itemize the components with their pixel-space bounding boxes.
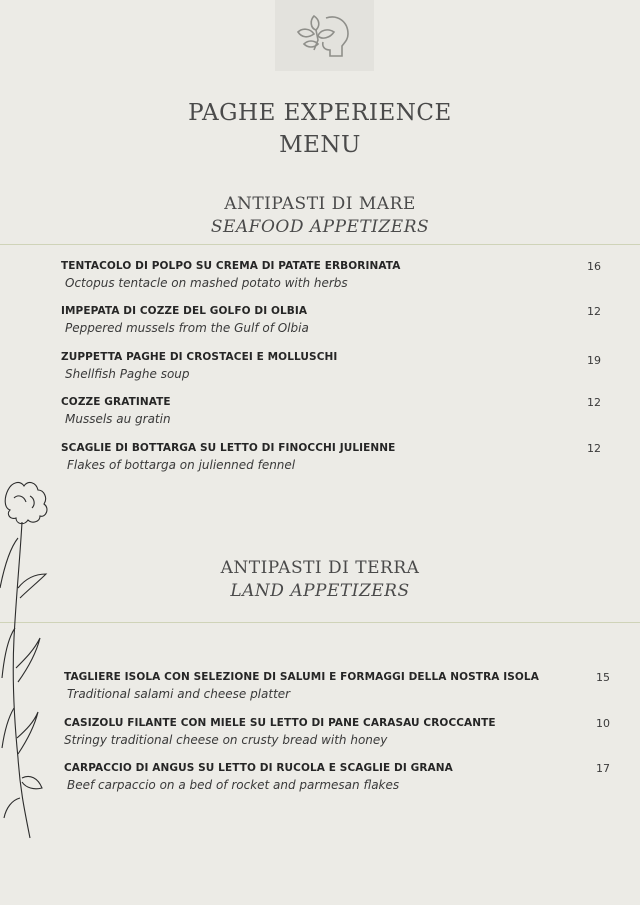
menu-item-price: 10 bbox=[596, 717, 610, 730]
menu-item-name: CASIZOLU FILANTE CON MIELE SU LETTO DI PANE CARASAU CROCCANTE bbox=[64, 717, 496, 729]
menu-item-description: Traditional salami and cheese platter bbox=[67, 687, 291, 701]
menu-item bbox=[64, 671, 539, 701]
section-title-land-it: ANTIPASTI DI TERRA bbox=[220, 558, 420, 578]
menu-item-price: 12 bbox=[587, 396, 601, 409]
menu-item-price: 19 bbox=[587, 354, 601, 367]
section-divider bbox=[0, 244, 640, 245]
section-title-seafood-en: SEAFOOD APPETIZERS bbox=[210, 217, 430, 237]
menu-item bbox=[61, 260, 400, 290]
menu-item-price: 12 bbox=[587, 442, 601, 455]
menu-item bbox=[61, 351, 337, 381]
menu-item-price: 12 bbox=[587, 305, 601, 318]
section-title-land-en: LAND APPETIZERS bbox=[230, 581, 410, 601]
menu-item-name: IMPEPATA DI COZZE DEL GOLFO DI OLBIA bbox=[61, 305, 308, 317]
menu-item-name: CARPACCIO DI ANGUS SU LETTO DI RUCOLA E SCAGLIE DI GRANA bbox=[64, 762, 453, 774]
menu-item bbox=[64, 717, 496, 747]
flower-stem-illustration-icon bbox=[0, 478, 60, 843]
menu-item-description: Octopus tentacle on mashed potato with herbs bbox=[65, 276, 348, 290]
menu-item-description: Flakes of bottarga on julienned fennel bbox=[67, 458, 296, 472]
menu-item-description: Shellfish Paghe soup bbox=[65, 367, 190, 381]
menu-title-line1: PAGHE EXPERIENCE bbox=[188, 100, 452, 126]
menu-item bbox=[61, 442, 395, 472]
menu-item-price: 15 bbox=[596, 671, 610, 684]
menu-title-line2: MENU bbox=[279, 132, 361, 158]
leaf-head-logo-icon bbox=[292, 10, 356, 62]
menu-item-description: Beef carpaccio on a bed of rocket and parmesan flakes bbox=[67, 778, 400, 792]
menu-item-description: Mussels au gratin bbox=[65, 412, 171, 426]
menu-item bbox=[61, 305, 309, 335]
menu-item-description: Peppered mussels from the Gulf of Olbia bbox=[65, 321, 309, 335]
logo bbox=[275, 0, 374, 71]
section-divider bbox=[0, 622, 640, 623]
menu-item-price: 17 bbox=[596, 762, 610, 775]
menu-item bbox=[61, 396, 171, 426]
section-title-seafood-it: ANTIPASTI DI MARE bbox=[224, 194, 416, 214]
menu-item-name: COZZE GRATINATE bbox=[61, 396, 171, 408]
menu-item-name: TAGLIERE ISOLA CON SELEZIONE DI SALUMI E FORMAGGI DELLA NOSTRA ISOLA bbox=[64, 671, 539, 683]
menu-item-name: SCAGLIE DI BOTTARGA SU LETTO DI FINOCCHI JULIENNE bbox=[61, 442, 396, 454]
menu-item-price: 16 bbox=[587, 260, 601, 273]
menu-item-description: Stringy traditional cheese on crusty bread with honey bbox=[64, 733, 388, 747]
menu-item-name: ZUPPETTA PAGHE DI CROSTACEI E MOLLUSCHI bbox=[61, 351, 338, 363]
menu-item-name: TENTACOLO DI POLPO SU CREMA DI PATATE ERBORINATA bbox=[61, 260, 401, 272]
menu-item bbox=[64, 762, 453, 792]
